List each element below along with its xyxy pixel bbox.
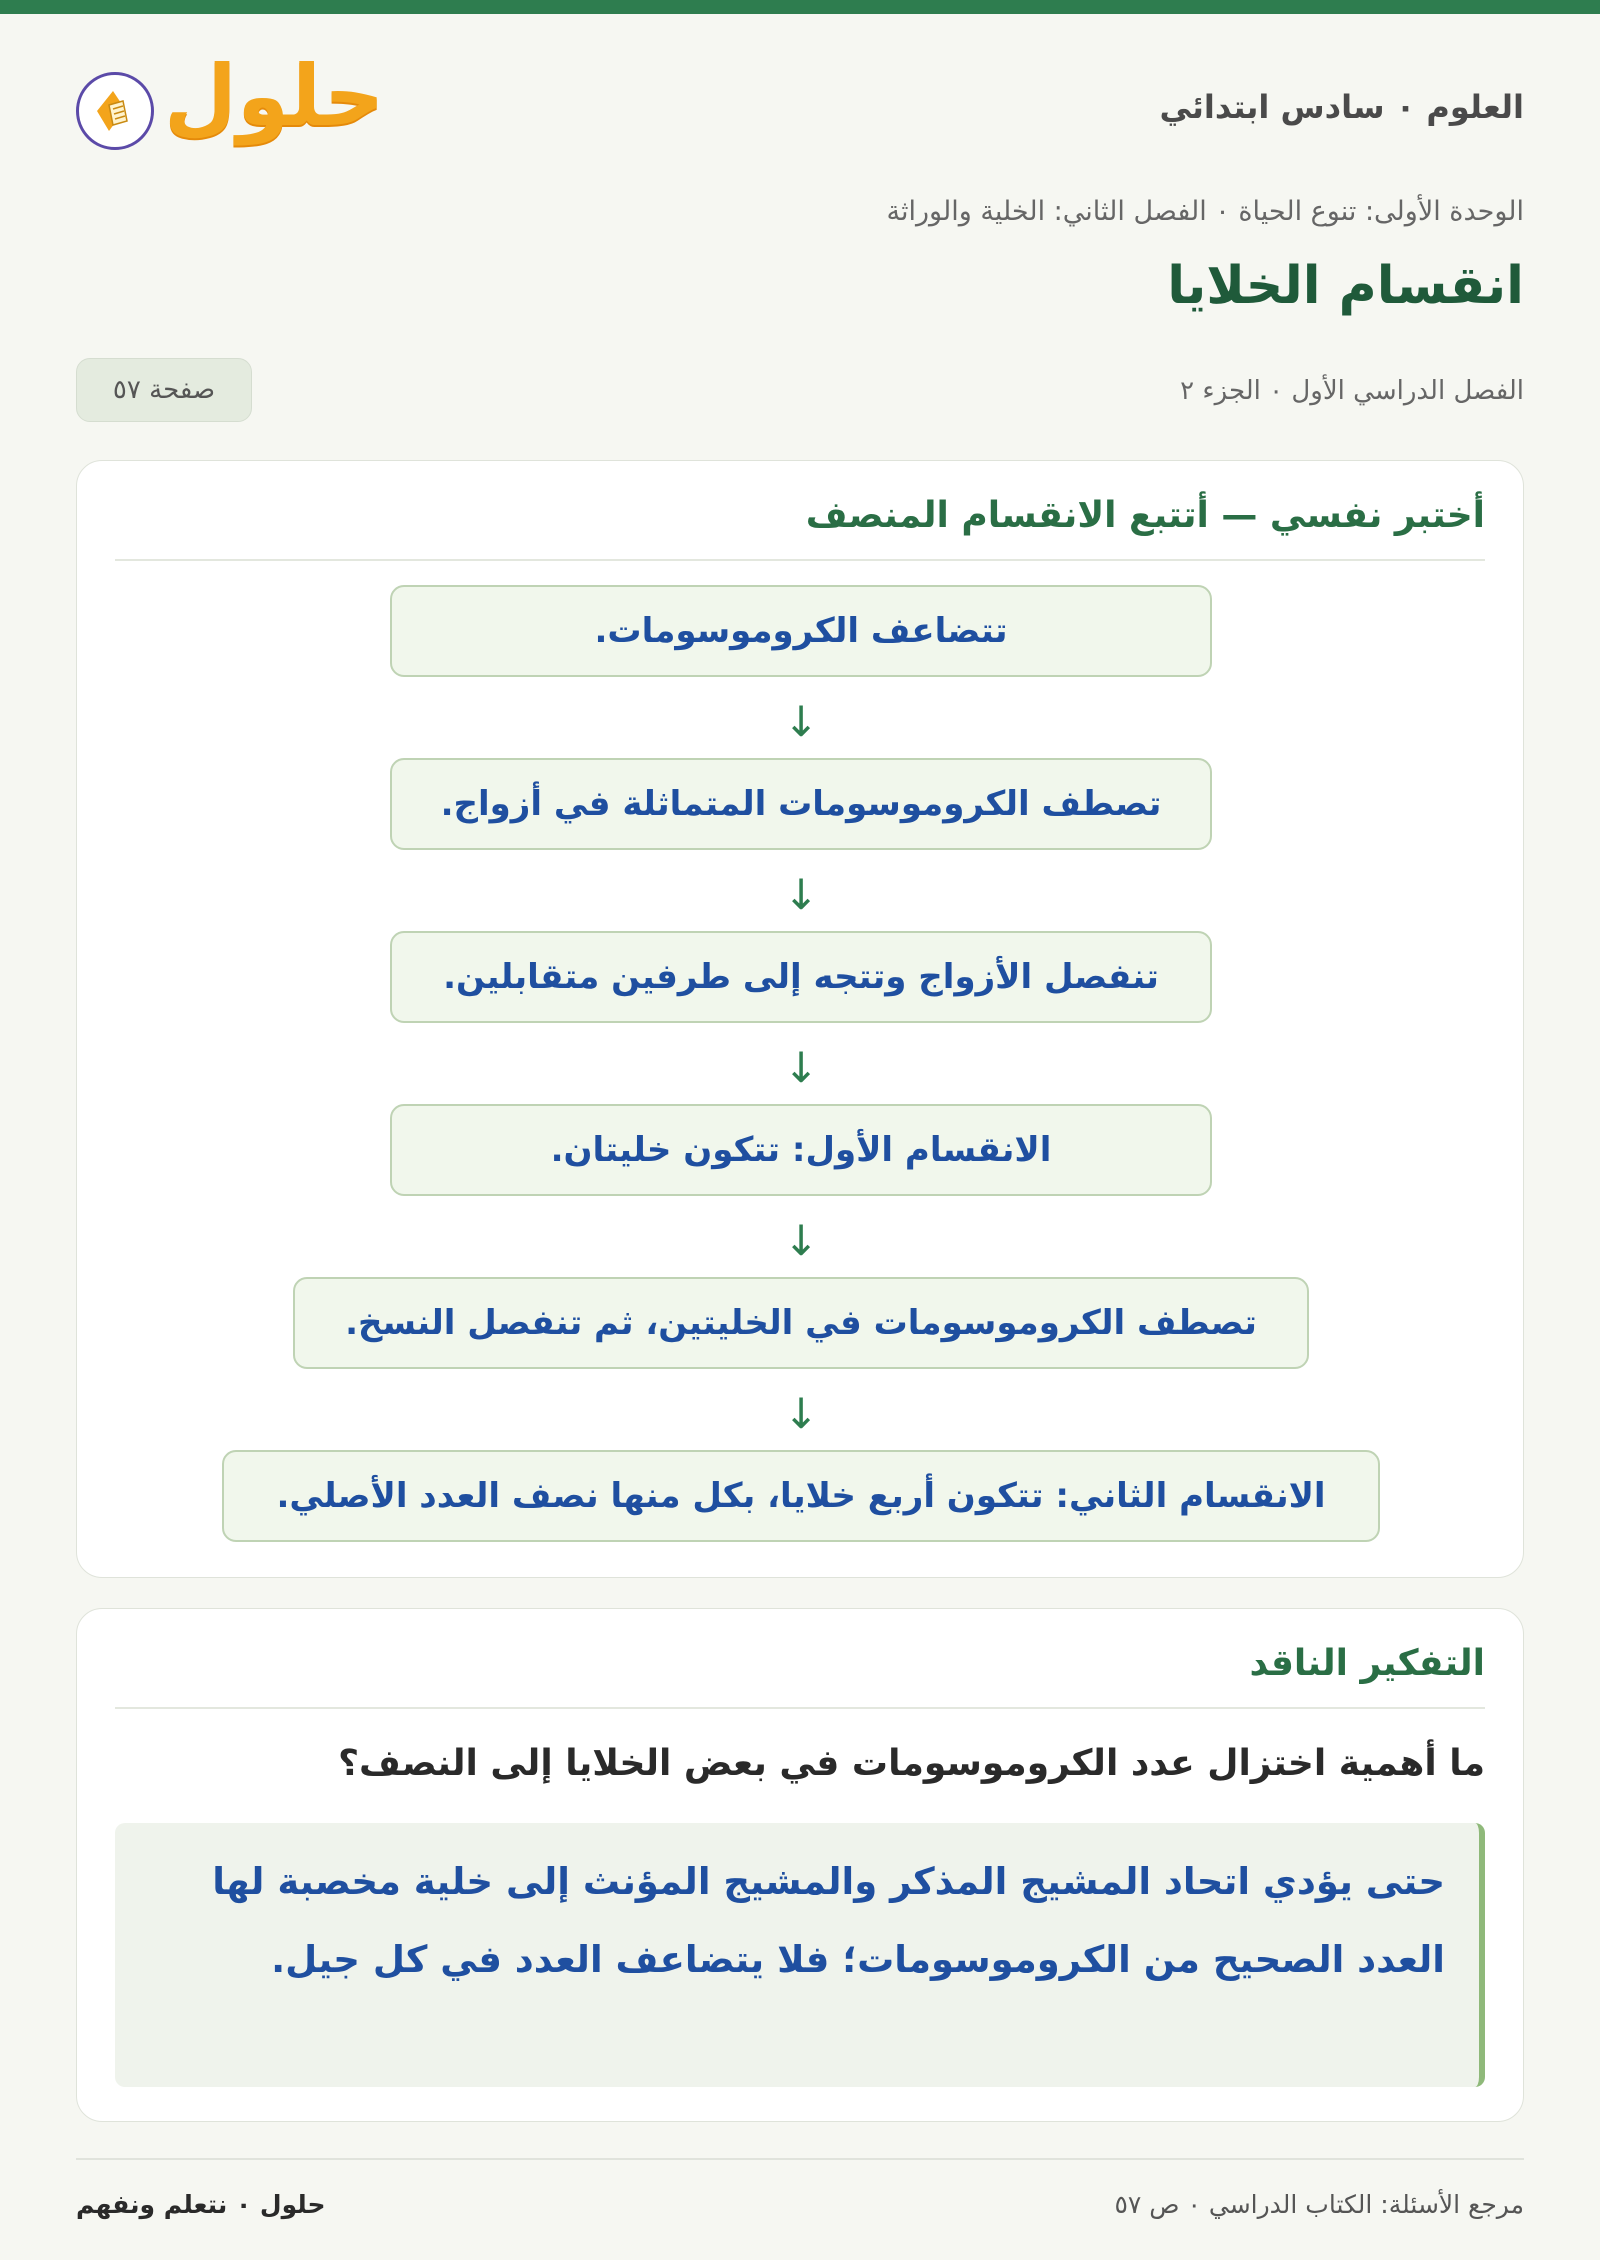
page-title: انقسام الخلايا — [1167, 256, 1524, 316]
logo-wordmark: حلول — [164, 47, 385, 145]
flow-step: تنفصل الأزواج وتتجه إلى طرفين متقابلين. — [390, 931, 1212, 1023]
card-title: التفكير الناقد — [1249, 1643, 1485, 1684]
footer-divider — [76, 2158, 1524, 2160]
divider — [115, 1707, 1485, 1709]
flow-step: تصطف الكروموسومات في الخليتين، ثم تنفصل النسخ. — [293, 1277, 1309, 1369]
card-title: أختبر نفسي — أتتبع الانقسام المنصف — [805, 495, 1485, 536]
page-header — [76, 47, 1524, 160]
answer-box: حتى يؤدي اتحاد المشيج المذكر والمشيج المؤنث إلى خلية مخصبة لها العدد الصحيح من الكروموسومات؛ فلا يتضاعف العدد في كل جيل. — [115, 1823, 1485, 2087]
footer-reference: مرجع الأسئلة: الكتاب الدراسي ٠ ص ٥٧ — [1114, 2190, 1524, 2219]
critical-thinking-card — [76, 1608, 1524, 2122]
flow-step: تصطف الكروموسومات المتماثلة في أزواج. — [390, 758, 1212, 850]
meiosis-flow-card — [76, 460, 1524, 1578]
down-arrow-icon: ↓ — [783, 1216, 819, 1265]
footer-brand: حلول ٠ نتعلم ونفهم — [76, 2190, 326, 2219]
down-arrow-icon: ↓ — [783, 870, 819, 919]
flow-step: الانقسام الأول: تتكون خليتان. — [390, 1104, 1212, 1196]
page-number-badge: صفحة ٥٧ — [76, 358, 252, 422]
divider — [115, 559, 1485, 561]
hulul-logo — [76, 47, 385, 160]
top-accent-bar — [0, 0, 1600, 14]
logo-emblem-icon — [76, 72, 154, 150]
down-arrow-icon: ↓ — [783, 1043, 819, 1092]
unit-breadcrumb: الوحدة الأولى: تنوع الحياة ٠ الفصل الثاني: الخلية والوراثة — [886, 196, 1524, 227]
flow-step: تتضاعف الكروموسومات. — [390, 585, 1212, 677]
subject-grade-label: العلوم ٠ سادس ابتدائي — [1159, 88, 1524, 126]
down-arrow-icon: ↓ — [783, 697, 819, 746]
flow-step: الانقسام الثاني: تتكون أربع خلايا، بكل منها نصف العدد الأصلي. — [222, 1450, 1380, 1542]
question-text: ما أهمية اختزال عدد الكروموسومات في بعض الخلايا إلى النصف؟ — [338, 1743, 1485, 1784]
semester-label: الفصل الدراسي الأول ٠ الجزء ٢ — [1180, 376, 1524, 406]
down-arrow-icon: ↓ — [783, 1389, 819, 1438]
